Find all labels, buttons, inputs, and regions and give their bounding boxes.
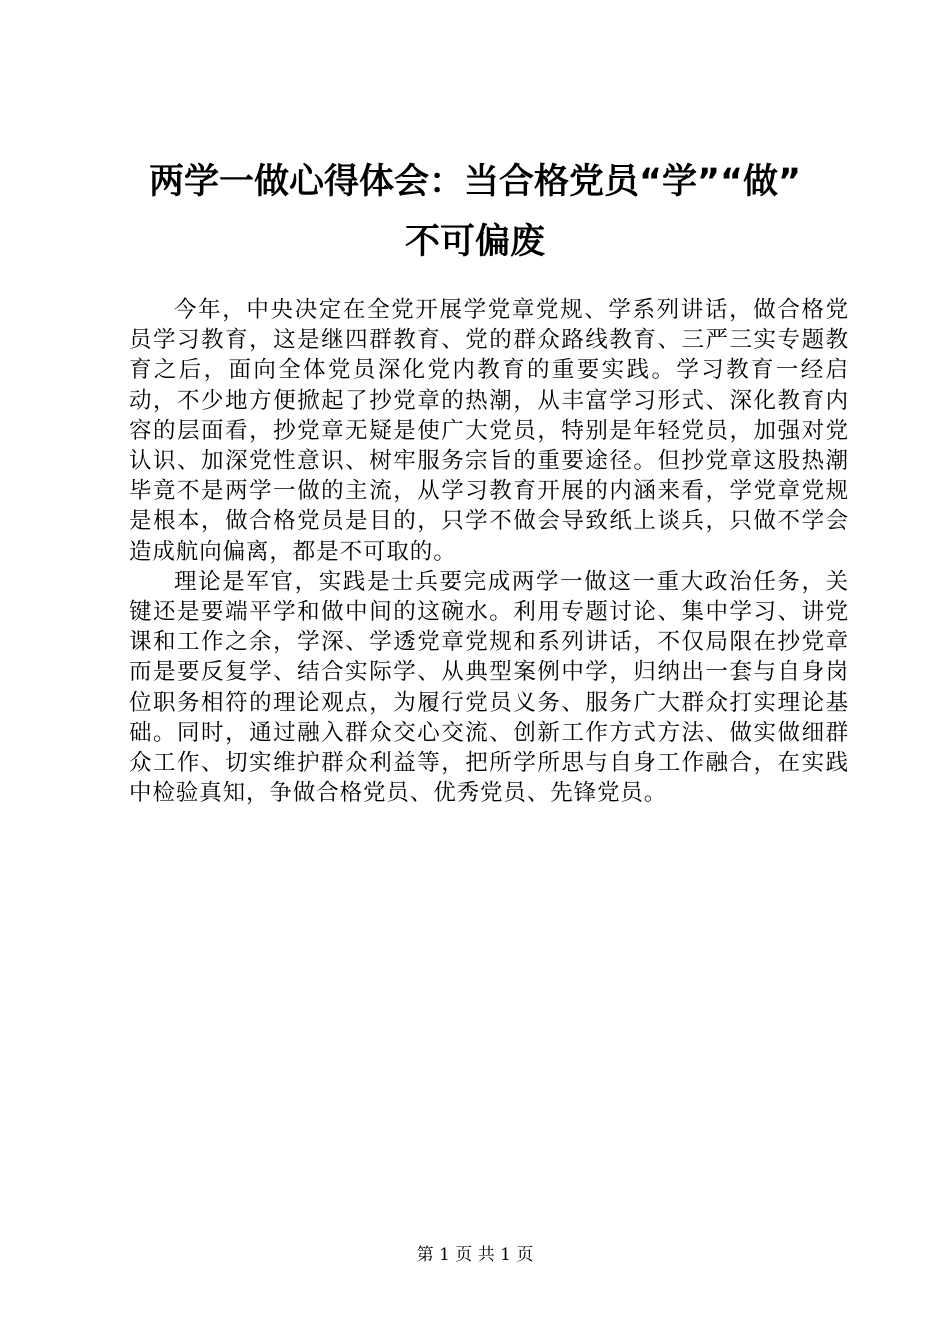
paragraph-2: 理论是军官，实践是士兵要完成两学一做这一重大政治任务，关键还是要端平学和做中间的这碗水。利用专题讨论、集中学习、讲党课和工作之余，学深、学透党章党规和系列讲话，不仅局限在抄党章而是要反复学、结合实际学、从典型案例中学，归纳出一套与自身岗位职务相符的理论观点，为履行党员义务、服务广大群众打实理论基础。同时，通过融入群众交心交流、创新工作方式方法、做实做细群众工作、切实维护群众利益等，把所学所思与自身工作融合，在实践中检验真知，争做合格党员、优秀党员、先锋党员。 bbox=[129, 568, 849, 807]
document-body bbox=[129, 295, 849, 808]
paragraph-1: 今年，中央决定在全党开展学党章党规、学系列讲话，做合格党员学习教育，这是继四群教育、党的群众路线教育、三严三实专题教育之后，面向全体党员深化党内教育的重要实践。学习教育一经启动，不少地方便掀起了抄党章的热潮，从丰富学习形式、深化教育内容的层面看，抄党章无疑是使广大党员，特别是年轻党员，加强对党认识、加深党性意识、树牢服务宗旨的重要途径。但抄党章这股热潮毕竟不是两学一做的主流，从学习教育开展的内涵来看，学党章党规是根本，做合格党员是目的，只学不做会导致纸上谈兵，只做不学会造成航向偏离，都是不可取的。 bbox=[129, 297, 849, 565]
document-title-line-2: 不可偏废 bbox=[404, 222, 545, 262]
document-title-line-1: 两学一做心得体会：当合格党员“学”“做” bbox=[148, 162, 801, 202]
page-footer: 第 1 页 共 1 页 bbox=[416, 1245, 534, 1265]
